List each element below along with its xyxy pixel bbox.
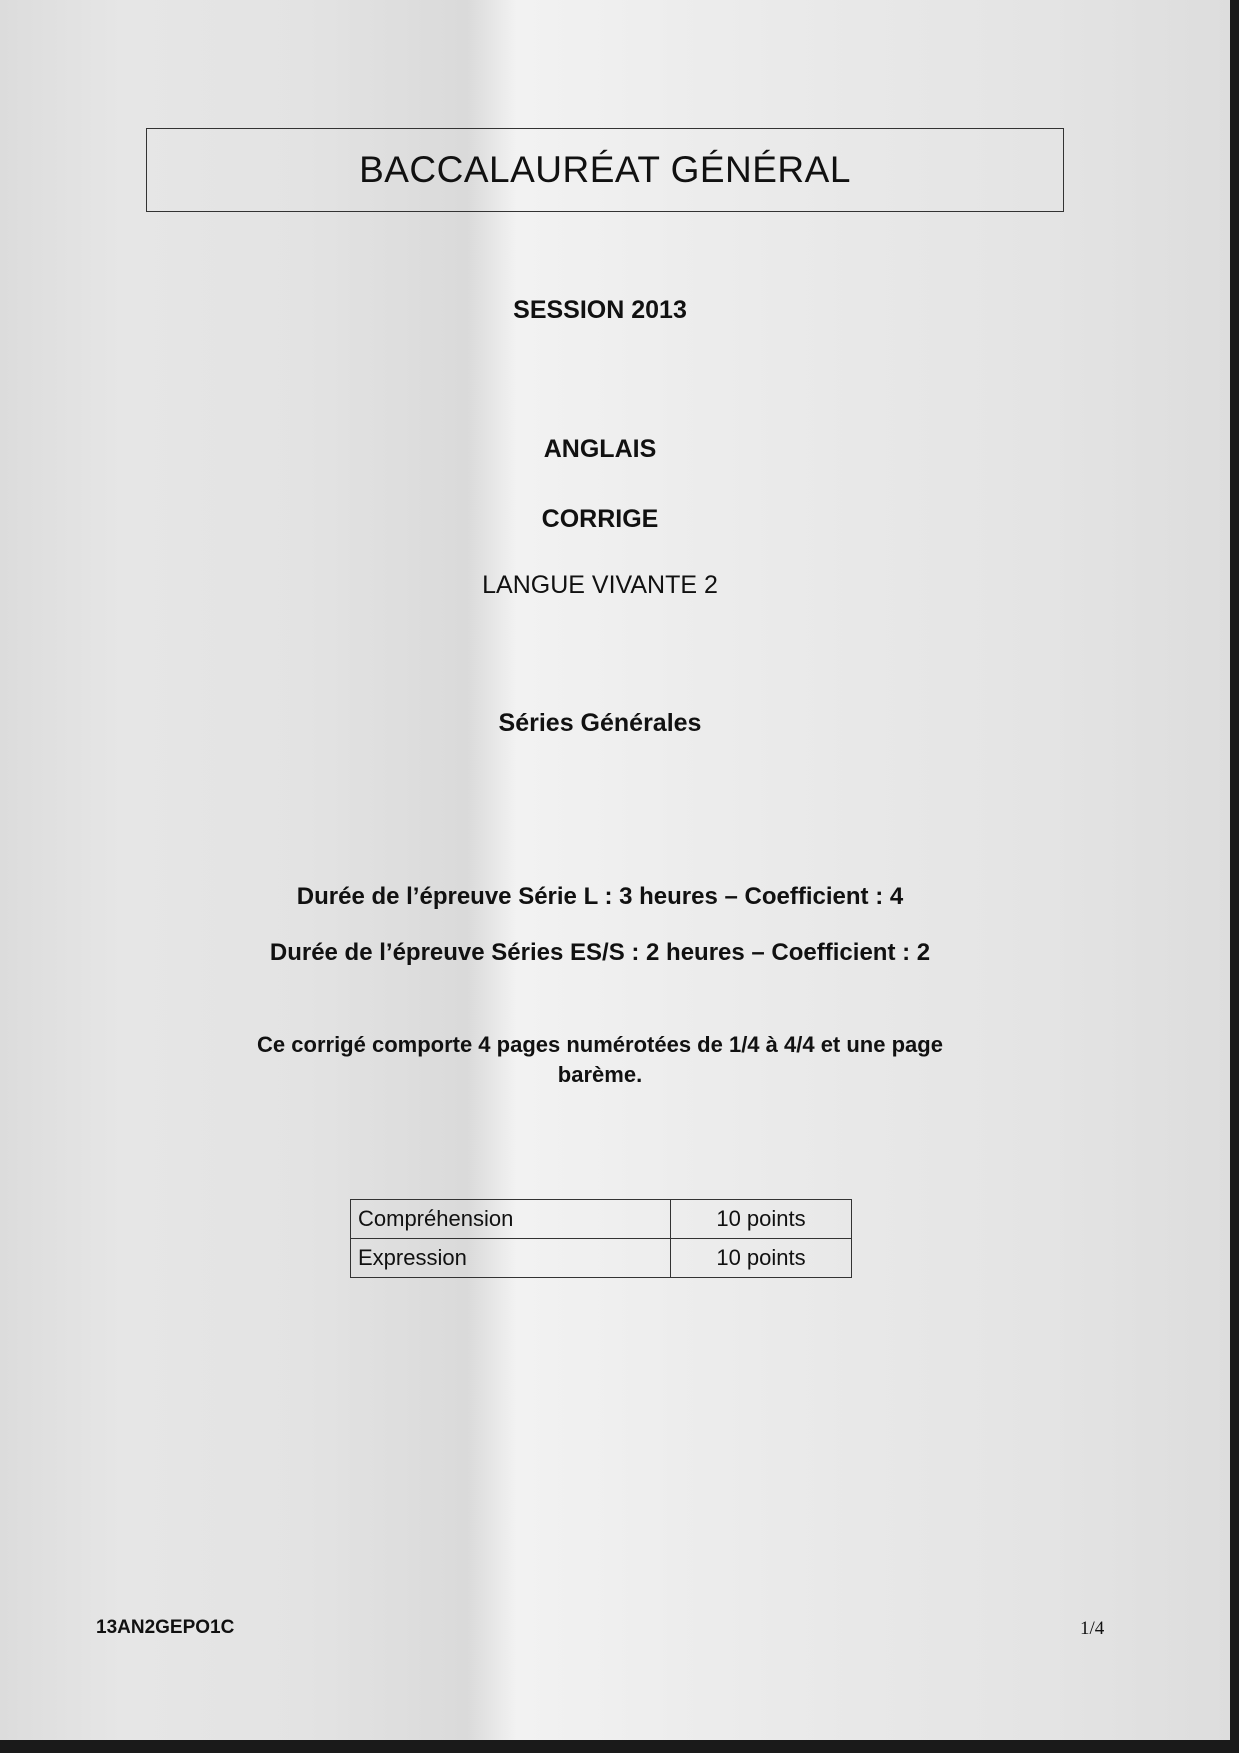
table-row: [351, 1200, 852, 1239]
page-number: 1/4: [1080, 1618, 1105, 1639]
title-box: [146, 128, 1064, 212]
page-count-note-line-2: barème.: [557, 1062, 643, 1087]
duration-serie-l: Durée de l’épreuve Série L : 3 heures – Coefficient : 4: [296, 883, 904, 910]
document-title: BACCALAURÉAT GÉNÉRAL: [359, 149, 851, 190]
subject-label: ANGLAIS: [543, 435, 657, 463]
duration-series-es-s: Durée de l’épreuve Séries ES/S : 2 heures – Coefficient : 2: [269, 939, 931, 966]
page-count-note: [0, 1030, 1200, 1090]
document-type-label: CORRIGE: [541, 505, 659, 533]
page-count-note-line-1: Ce corrigé comporte 4 pages numérotées de 1/4 à 4/4 et une page: [257, 1032, 943, 1057]
document-code: 13AN2GEPO1C: [96, 1617, 235, 1638]
score-value: 10 points: [671, 1200, 852, 1239]
language-level-label: LANGUE VIVANTE 2: [482, 571, 718, 599]
score-table: [350, 1199, 852, 1278]
session-label: SESSION 2013: [513, 296, 687, 324]
series-label: Séries Générales: [498, 709, 702, 737]
score-label: Compréhension: [351, 1200, 671, 1239]
table-row: [351, 1239, 852, 1278]
score-label: Expression: [351, 1239, 671, 1278]
score-value: 10 points: [671, 1239, 852, 1278]
